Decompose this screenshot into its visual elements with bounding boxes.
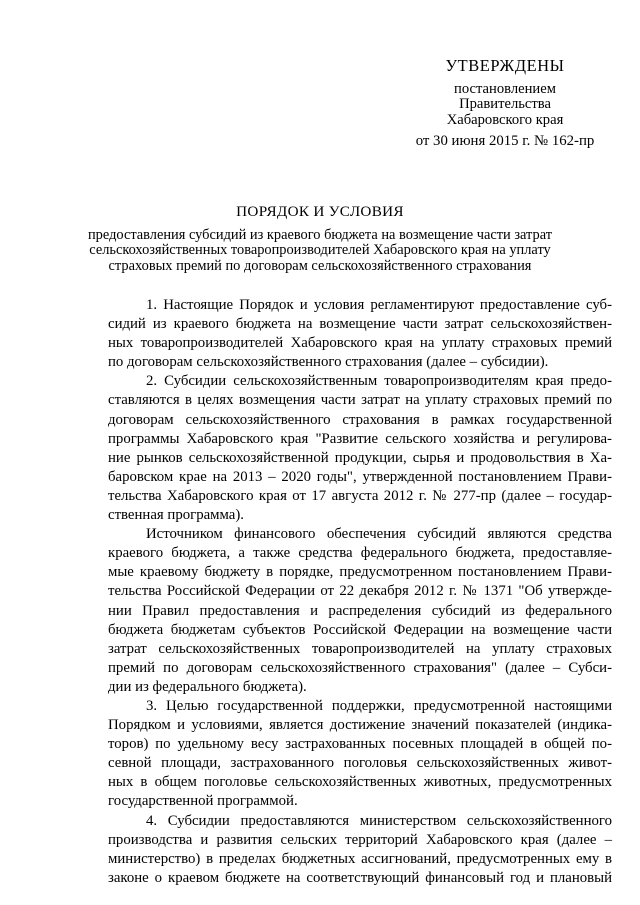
paragraph-line: министерство) в пределах бюджетных ассигнований, предусмотренных ему в — [108, 850, 612, 867]
paragraph — [108, 697, 612, 812]
paragraph-line: тельства Российской Федерации от 22 декабря 2012 г. № 1371 "Об утвержде- — [108, 583, 612, 600]
paragraph-line: 2. Субсидии сельскохозяйственным товаропроизводителям края предо- — [146, 373, 612, 390]
paragraph-line: дии из федерального бюджета). — [108, 678, 307, 695]
approval-heading: УТВЕРЖДЕНЫ — [445, 56, 565, 75]
approval-line-3: Хабаровского края — [446, 111, 564, 128]
paragraph — [108, 372, 612, 525]
paragraph-line: 3. Целью государственной поддержки, предусмотренной настоящими — [146, 697, 612, 714]
paragraph-line: бюджета бюджетам субъектов Российской Федерации на возмещение части — [108, 621, 612, 638]
paragraph-line: ных товаропроизводителей Хабаровского края на уплату страховых премий — [108, 335, 612, 352]
paragraph-line: договорам сельскохозяйственного страхования в рамках государственной — [108, 411, 612, 428]
subtitle-line: страховых премий по договорам сельскохозяйственного страхования — [108, 257, 532, 274]
paragraph-line: программы Хабаровского края "Развитие сельского хозяйства и регулирова- — [108, 430, 612, 447]
paragraph-line: государственной программой. — [108, 793, 298, 810]
approval-line-2: Правительства — [459, 96, 551, 112]
paragraph-line: затрат сельскохозяйственных товаропроизводителей на уплату страховых — [108, 640, 612, 657]
subtitle-line: предоставления субсидий из краевого бюджета на возмещение части затрат — [87, 227, 553, 243]
subtitle-line: сельскохозяйственных товаропроизводителей Хабаровского края на уплату — [89, 242, 551, 259]
paragraph-line: ственная программа). — [108, 507, 244, 524]
document-title: ПОРЯДОК И УСЛОВИЯ — [236, 203, 404, 220]
paragraph-line: мые краевому бюджету в порядке, предусмотренном постановлением Прави- — [108, 564, 612, 581]
document-subtitle — [60, 228, 580, 274]
paragraph-line: баровском крае на 2013 – 2020 годы", утвержденной постановлением Прави- — [108, 468, 612, 485]
paragraph-line: Источником финансового обеспечения субсидий являются средства — [146, 526, 612, 543]
paragraph — [108, 812, 612, 888]
paragraph-line: ставляются в целях возмещения части затрат на уплату страховых премий по — [108, 392, 612, 409]
paragraph — [108, 296, 612, 372]
paragraph-line: премий по договорам сельскохозяйственного страхования" (далее – Субси- — [108, 659, 612, 676]
paragraph-line: ных в общем поголовье сельскохозяйственных животных, предусмотренных — [108, 774, 612, 791]
paragraph-line: Порядком и условиями, является достижение значений показателей (индика- — [108, 717, 612, 734]
approval-block — [400, 58, 610, 150]
paragraph-line: нии Правил предоставления и распределения субсидий из федерального — [108, 602, 612, 619]
approval-date-line: от 30 июня 2015 г. № 162-пр — [415, 133, 595, 149]
paragraph-line: ние рынков сельскохозяйственной продукции, сырья и продовольствия в Ха- — [108, 449, 612, 466]
document-body — [108, 296, 612, 888]
paragraph-line: законе о краевом бюджете на соответствующий финансовый год и плановый — [108, 869, 612, 886]
paragraph-line: тельства Хабаровского края от 17 августа 2012 г. № 277-пр (далее – государ- — [108, 487, 612, 504]
paragraph-line: торов) по удельному весу застрахованных посевных площадей в общей по- — [108, 736, 612, 753]
paragraph-line: севной площади, застрахованного поголовья сельскохозяйственных живот- — [108, 755, 612, 772]
paragraph-line: сидий из краевого бюджета на возмещение части затрат сельскохозяйствен- — [108, 316, 612, 333]
paragraph-line: по договорам сельскохозяйственного страхования (далее – субсидии). — [108, 354, 549, 371]
paragraph-line: краевого бюджета, а также средства федерального бюджета, предоставляе- — [108, 545, 612, 562]
document-heading — [60, 203, 580, 274]
approval-line-1: постановлением — [454, 80, 556, 97]
paragraph — [108, 525, 612, 697]
paragraph-line: производства и развития сельских территорий Хабаровского края (далее – — [108, 831, 612, 848]
paragraph-line: 4. Субсидии предоставляются министерством сельскохозяйственного — [146, 812, 612, 829]
paragraph-line: 1. Настоящие Порядок и условия регламентируют предоставление суб- — [146, 297, 612, 313]
